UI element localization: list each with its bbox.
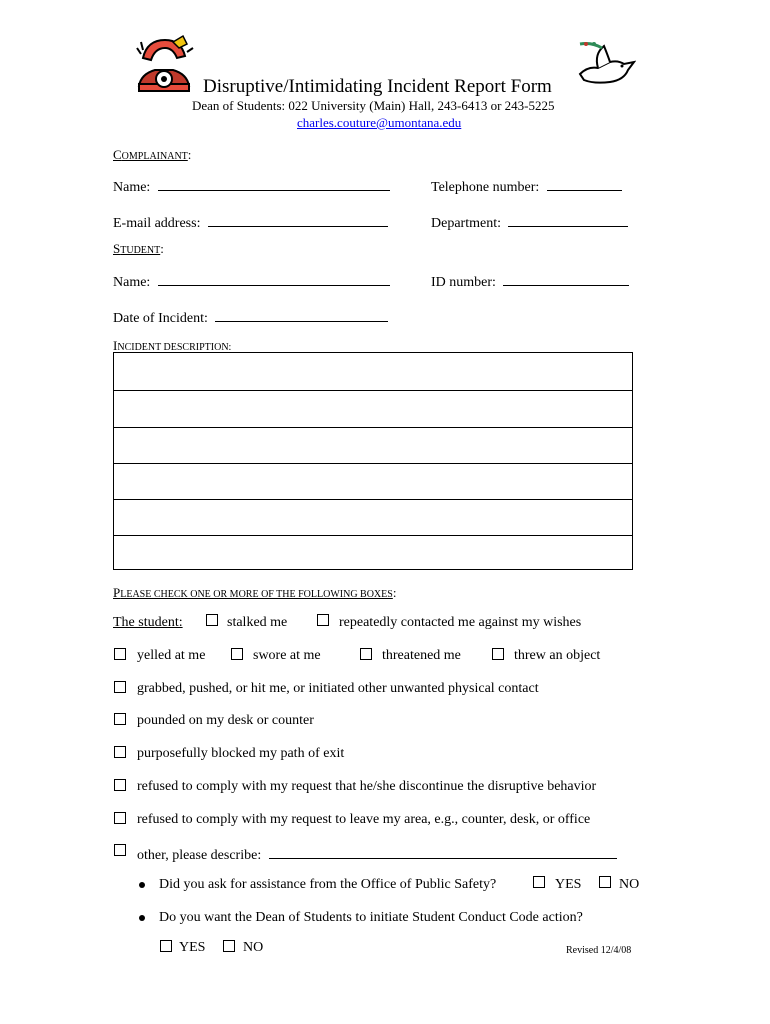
option-threatened: threatened me (382, 648, 461, 663)
department-field[interactable] (508, 212, 628, 227)
q1-no-label: NO (619, 877, 640, 892)
complainant-name-row (113, 176, 390, 196)
checkbox-stalked[interactable] (206, 614, 218, 626)
option-pounded: pounded on my desk or counter (137, 713, 314, 728)
bullet-icon (139, 915, 145, 921)
department-row (431, 212, 628, 232)
incident-description-box[interactable] (113, 352, 633, 570)
form-title: Disruptive/Intimidating Incident Report Form (203, 76, 552, 97)
telephone-clipart-icon (133, 34, 195, 96)
email-label: E-mail address: (113, 216, 201, 231)
student-name-label: Name: (113, 275, 151, 290)
checkbox-threw-object[interactable] (492, 648, 504, 660)
checkbox-refused-leave[interactable] (114, 812, 126, 824)
checkbox-yelled[interactable] (114, 648, 126, 660)
bullet-icon (139, 882, 145, 888)
checkbox-other[interactable] (114, 844, 126, 856)
q1-yes-label: YES (555, 877, 582, 892)
peace-dove-icon (574, 40, 636, 92)
complainant-telephone-row (431, 176, 622, 196)
option-refused-discontinue: refused to comply with my request that he/she discontinue the disruptive behavior (137, 779, 597, 794)
incident-date-row (113, 307, 388, 327)
checkbox-q2-yes[interactable] (160, 940, 172, 952)
other-description-field[interactable] (269, 844, 617, 859)
incident-description-heading: INCIDENT DESCRIPTION: (113, 338, 232, 353)
id-number-label: ID number: (431, 275, 496, 290)
student-id-row (431, 271, 629, 291)
complainant-name-field[interactable] (158, 176, 390, 191)
email-field[interactable] (208, 212, 388, 227)
checkbox-threatened[interactable] (360, 648, 372, 660)
student-name-field[interactable] (158, 271, 390, 286)
checkbox-grabbed[interactable] (114, 681, 126, 693)
student-name-row (113, 271, 390, 291)
checkbox-pounded[interactable] (114, 713, 126, 725)
contact-email[interactable]: charles.couture@umontana.edu (297, 115, 462, 130)
incident-date-label: Date of Incident: (113, 311, 208, 326)
telephone-field[interactable] (547, 176, 622, 191)
checkbox-instructions: PLEASE CHECK ONE OR MORE OF THE FOLLOWING BOXES: (113, 585, 397, 600)
option-swore: swore at me (253, 648, 321, 663)
option-stalked: stalked me (227, 615, 288, 630)
the-student-label: The student: (113, 615, 183, 630)
question-public-safety: Did you ask for assistance from the Office of Public Safety? (159, 877, 497, 892)
checkbox-blocked-path[interactable] (114, 746, 126, 758)
incident-date-field[interactable] (215, 307, 388, 322)
checkbox-swore[interactable] (231, 648, 243, 660)
option-other-row (137, 844, 617, 864)
checkbox-refused-discontinue[interactable] (114, 779, 126, 791)
question-conduct-code: Do you want the Dean of Students to initiate Student Conduct Code action? (159, 910, 583, 925)
option-yelled: yelled at me (137, 648, 206, 663)
checkbox-q1-yes[interactable] (533, 876, 545, 888)
department-label: Department: (431, 216, 501, 231)
option-grabbed: grabbed, pushed, or hit me, or initiated other unwanted physical contact (137, 681, 539, 696)
complainant-heading: COMPLAINANT: (113, 147, 192, 162)
complainant-email-row (113, 212, 388, 232)
contact-email-link[interactable] (297, 115, 461, 131)
checkbox-repeatedly-contacted[interactable] (317, 614, 329, 626)
option-threw-object: threw an object (514, 648, 601, 663)
q2-yes-label: YES (179, 940, 206, 955)
student-heading: STUDENT: (113, 241, 164, 256)
revision-date: Revised 12/4/08 (566, 945, 632, 956)
checkbox-q2-no[interactable] (223, 940, 235, 952)
telephone-label: Telephone number: (431, 180, 540, 195)
option-other: other, please describe: (137, 848, 262, 863)
dean-address: Dean of Students: 022 University (Main) Hall, 243-6413 or 243-5225 (192, 98, 555, 113)
option-repeatedly-contacted: repeatedly contacted me against my wishes (339, 615, 582, 630)
option-refused-leave: refused to comply with my request to leave my area, e.g., counter, desk, or office (137, 812, 591, 827)
id-number-field[interactable] (503, 271, 629, 286)
q2-no-label: NO (243, 940, 264, 955)
checkbox-q1-no[interactable] (599, 876, 611, 888)
complainant-name-label: Name: (113, 180, 151, 195)
option-blocked-path: purposefully blocked my path of exit (137, 746, 345, 761)
